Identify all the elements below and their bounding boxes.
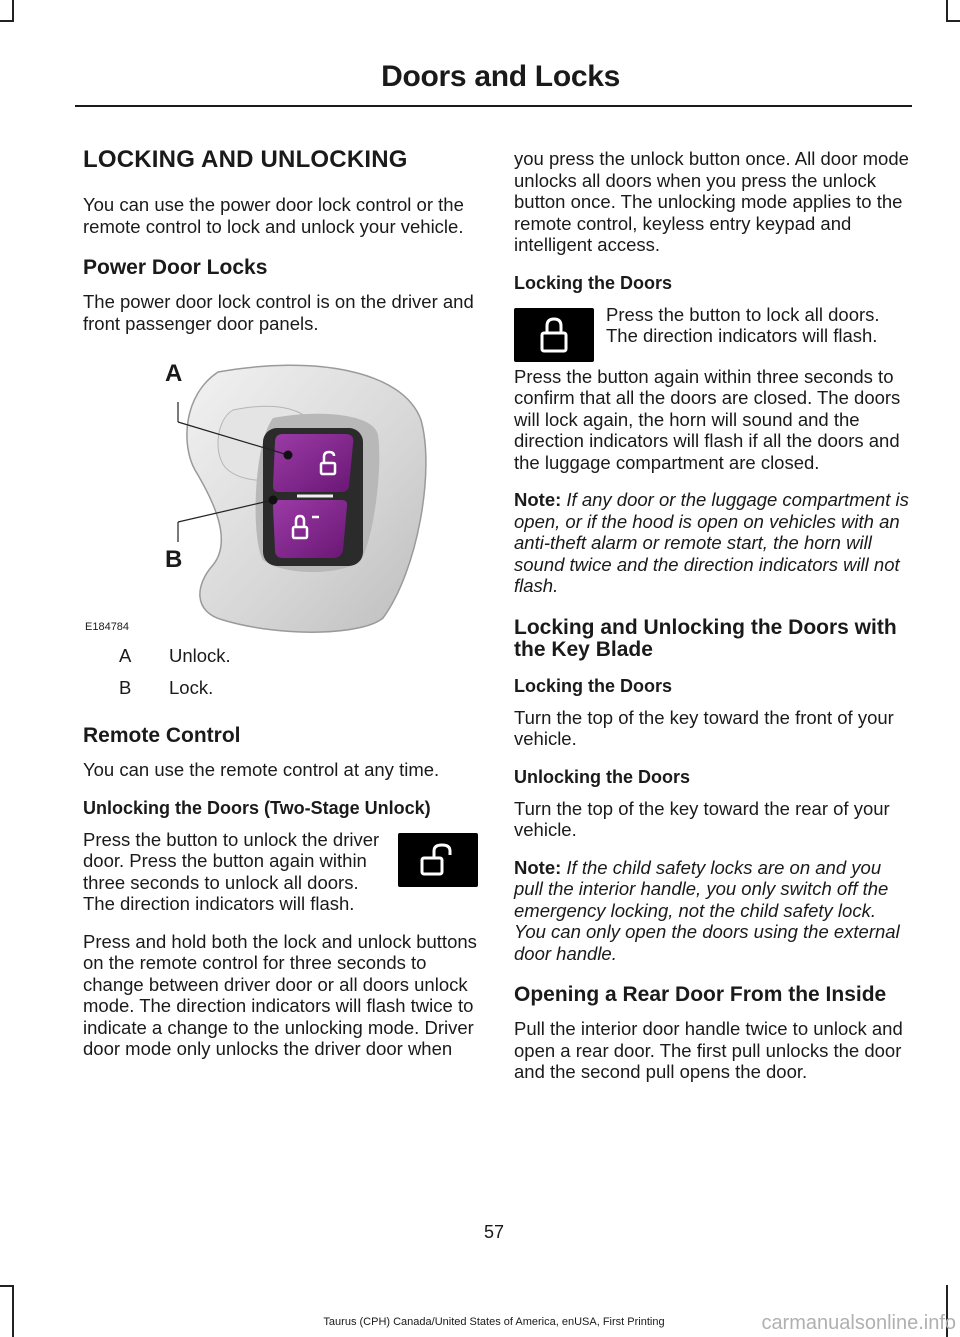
lock-paragraph-with-icon	[514, 304, 909, 366]
key-blade-heading: Locking and Unlocking the Doors with the Key Blade	[514, 615, 897, 661]
note-label: Note:	[514, 489, 562, 510]
legend-key: B	[119, 677, 132, 698]
two-stage-unlock-heading: Unlocking the Doors (Two-Stage Unlock)	[83, 797, 431, 818]
crop-mark	[12, 0, 14, 22]
confirm-lock-paragraph: Press the button again within three seconds to confirm that all the doors are closed. The doors will lock again, the horn will sound and the direction indicators will flash if all the doors and the luggage compartment are closed.	[514, 365, 901, 473]
legend-row-b	[83, 677, 478, 699]
door-lock-control-figure	[83, 350, 478, 635]
page-header-title: Doors and Locks	[381, 60, 620, 93]
legend-text: Lock.	[169, 677, 214, 698]
door-panel-illustration	[83, 350, 478, 635]
unlock-mode-paragraph: Press and hold both the lock and unlock buttons on the remote control for three seconds to change between driver door or all doors unlock mode. The direction indicators will flash twice to indicate a change to the unlocking mode. Driver door mode only unlocks the driver door when	[83, 930, 477, 1059]
note-horn	[514, 489, 909, 597]
crop-mark	[0, 20, 14, 22]
callout-dot-b	[269, 496, 278, 505]
crop-mark	[946, 20, 960, 22]
note-label: Note:	[514, 856, 562, 878]
crop-mark	[12, 1285, 14, 1337]
crop-mark	[946, 0, 948, 22]
page-footer: Taurus (CPH) Canada/United States of America, enUSA, First Printing	[323, 1316, 665, 1328]
unlock-paragraph-with-icon	[83, 829, 478, 931]
key-blade-lock-paragraph: Turn the top of the key toward the front of your vehicle.	[514, 706, 894, 749]
note-child-lock	[514, 857, 909, 965]
unlock-mode-continued: you press the unlock button once. All door mode unlocks all doors when you press the unlock button once. The unlocking mode applies to the remote control, keyless entry keypad and intelligent access.	[514, 148, 909, 255]
key-blade-unlock-paragraph: Turn the top of the key toward the rear of your vehicle.	[514, 797, 890, 840]
callout-label-b: B	[165, 546, 183, 573]
rear-door-heading: Opening a Rear Door From the Inside	[514, 983, 887, 1006]
legend-row-a	[83, 645, 478, 667]
key-blade-lock-heading: Locking the Doors	[514, 675, 673, 696]
power-locks-heading: Power Door Locks	[83, 256, 268, 279]
lock-button	[273, 500, 347, 558]
remote-unlock-icon	[398, 833, 478, 887]
watermark: carmanualsonline.info	[761, 1312, 956, 1334]
lock-paragraph: Press the button to lock all doors. The direction indicators will flash.	[606, 303, 880, 346]
callout-dot-a	[284, 451, 293, 460]
left-column	[83, 140, 478, 1076]
rear-door-paragraph: Pull the interior door handle twice to unlock and open a rear door. The first pull unlocks the door and the second pull opens the door.	[514, 1018, 903, 1082]
unlock-button	[273, 434, 353, 492]
note-text: If any door or the luggage compartment is open, or if the hood is open on vehicles with an anti-theft alarm or remote start, the horn will sound twice and the direction indicators will not flash.	[514, 489, 909, 596]
page-number: 57	[483, 1222, 505, 1242]
locking-doors-heading: Locking the Doors	[514, 272, 673, 293]
legend-text: Unlock.	[169, 645, 231, 666]
note-text: If the child safety locks are on and you pull the interior handle, you only switch off the emergency locking, not the child safety lock. You can only open the doors using the external door handle.	[514, 856, 900, 964]
power-locks-paragraph: The power door lock control is on the driver and front passenger door panels.	[83, 291, 474, 334]
callout-label-a: A	[165, 360, 183, 387]
figure-code: E184784	[85, 621, 130, 633]
unlock-paragraph: Press the button to unlock the driver door. Press the button again within three seconds to unlock all doors. The direction indicators will flash.	[83, 828, 380, 914]
remote-lock-icon	[514, 308, 594, 362]
section-heading: LOCKING AND UNLOCKING	[83, 146, 408, 173]
legend-key: A	[119, 645, 132, 666]
remote-control-heading: Remote Control	[83, 724, 241, 747]
crop-mark	[0, 1285, 14, 1287]
key-blade-unlock-heading: Unlocking the Doors	[514, 766, 691, 787]
remote-control-paragraph: You can use the remote control at any time.	[83, 759, 440, 780]
header-divider	[75, 105, 912, 107]
right-column	[514, 148, 909, 1099]
intro-paragraph: You can use the power door lock control or the remote control to lock and unlock your vehicle.	[83, 194, 464, 237]
